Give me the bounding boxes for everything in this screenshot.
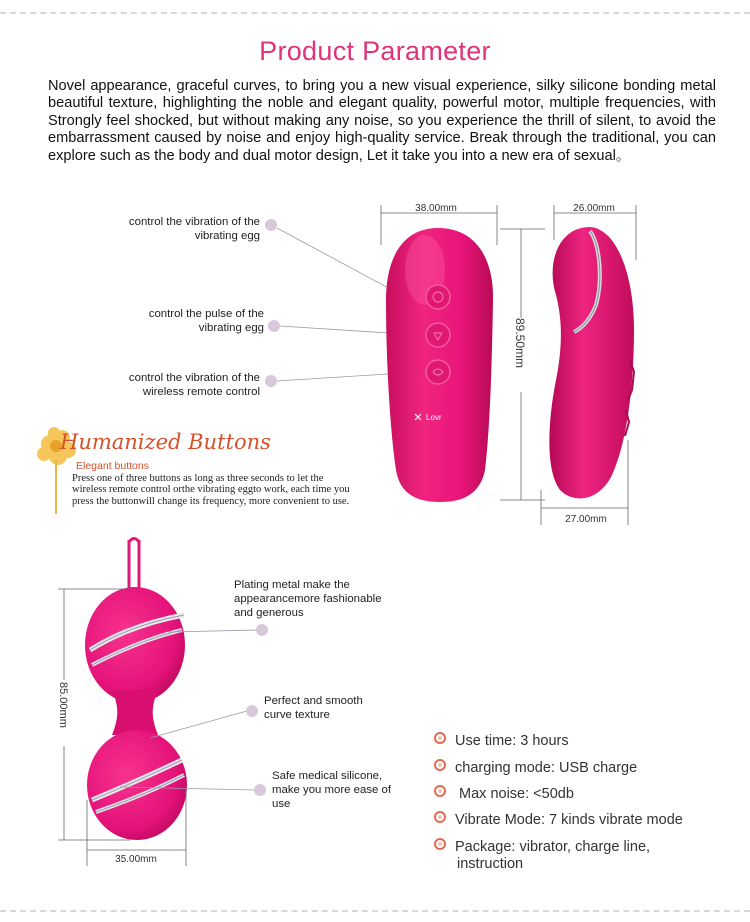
egg-label-1: Plating metal make the appearancemore fashionable and generous	[234, 579, 382, 619]
spec-package: Package: vibrator, charge line, instruction	[434, 838, 650, 872]
spec-charging: charging mode: USB charge	[434, 759, 637, 776]
spec-noise: Max noise: <50db	[434, 785, 574, 802]
egg-label-3: Safe medical silicone, make you more ease of use	[272, 770, 392, 810]
dim-egg-height: 85.00mm	[57, 682, 69, 728]
intro-paragraph: Novel appearance, graceful curves, to bring you a new visual experience, silky silicone bonding metal beautiful texture, highlighting the noble and elegant quality, powerful motor, multiple frequencies, with Strongly feel shocked, but without making any noise, so you experience the thrill of silent, to avoid the embarrassment caused by noise and enjoy high-quality service. Break through the traditional, you can explore such as the body and dual motor design, Let it take you into a new era of sexual。	[48, 78, 716, 164]
dim-side-bottom: 27.00mm	[565, 514, 607, 525]
humanized-subheading: Elegant buttons	[76, 460, 149, 472]
remote-label-1: control the vibration of the vibrating egg	[128, 216, 260, 242]
egg-label-2-dot	[246, 705, 258, 717]
page-title: Product Parameter	[259, 36, 491, 66]
bullet-icon	[434, 838, 446, 850]
humanized-heading: Humanized Buttons	[60, 430, 271, 454]
egg-label-2: Perfect and smooth curve texture	[264, 695, 363, 721]
dim-egg-width: 35.00mm	[115, 854, 157, 865]
egg-label-3-dot	[254, 784, 266, 796]
bullet-icon	[434, 732, 446, 744]
lower-egg	[87, 730, 187, 840]
spec-use-time: Use time: 3 hours	[434, 732, 569, 749]
egg-label-1-dot	[256, 624, 268, 636]
dim-side-top: 26.00mm	[573, 203, 615, 214]
bullet-icon	[434, 759, 446, 771]
dim-remote-height: 89.50mm	[513, 318, 527, 369]
brand-logo: Lovr	[426, 413, 442, 422]
remote-label-2: control the pulse of the vibrating egg	[148, 308, 264, 334]
remote-label-3: control the vibration of the wireless remote control	[128, 372, 260, 398]
spec-vibrate-mode: Vibrate Mode: 7 kinds vibrate mode	[434, 811, 683, 828]
bullet-icon	[434, 785, 446, 797]
humanized-text: Press one of three buttons as long as three seconds to let the wireless remote control orthe vibrating eggto work, each time you press the buttonwill change its frequency, more convenient to use.	[72, 473, 350, 507]
dim-remote-width: 38.00mm	[415, 203, 457, 214]
bullet-icon	[434, 811, 446, 823]
